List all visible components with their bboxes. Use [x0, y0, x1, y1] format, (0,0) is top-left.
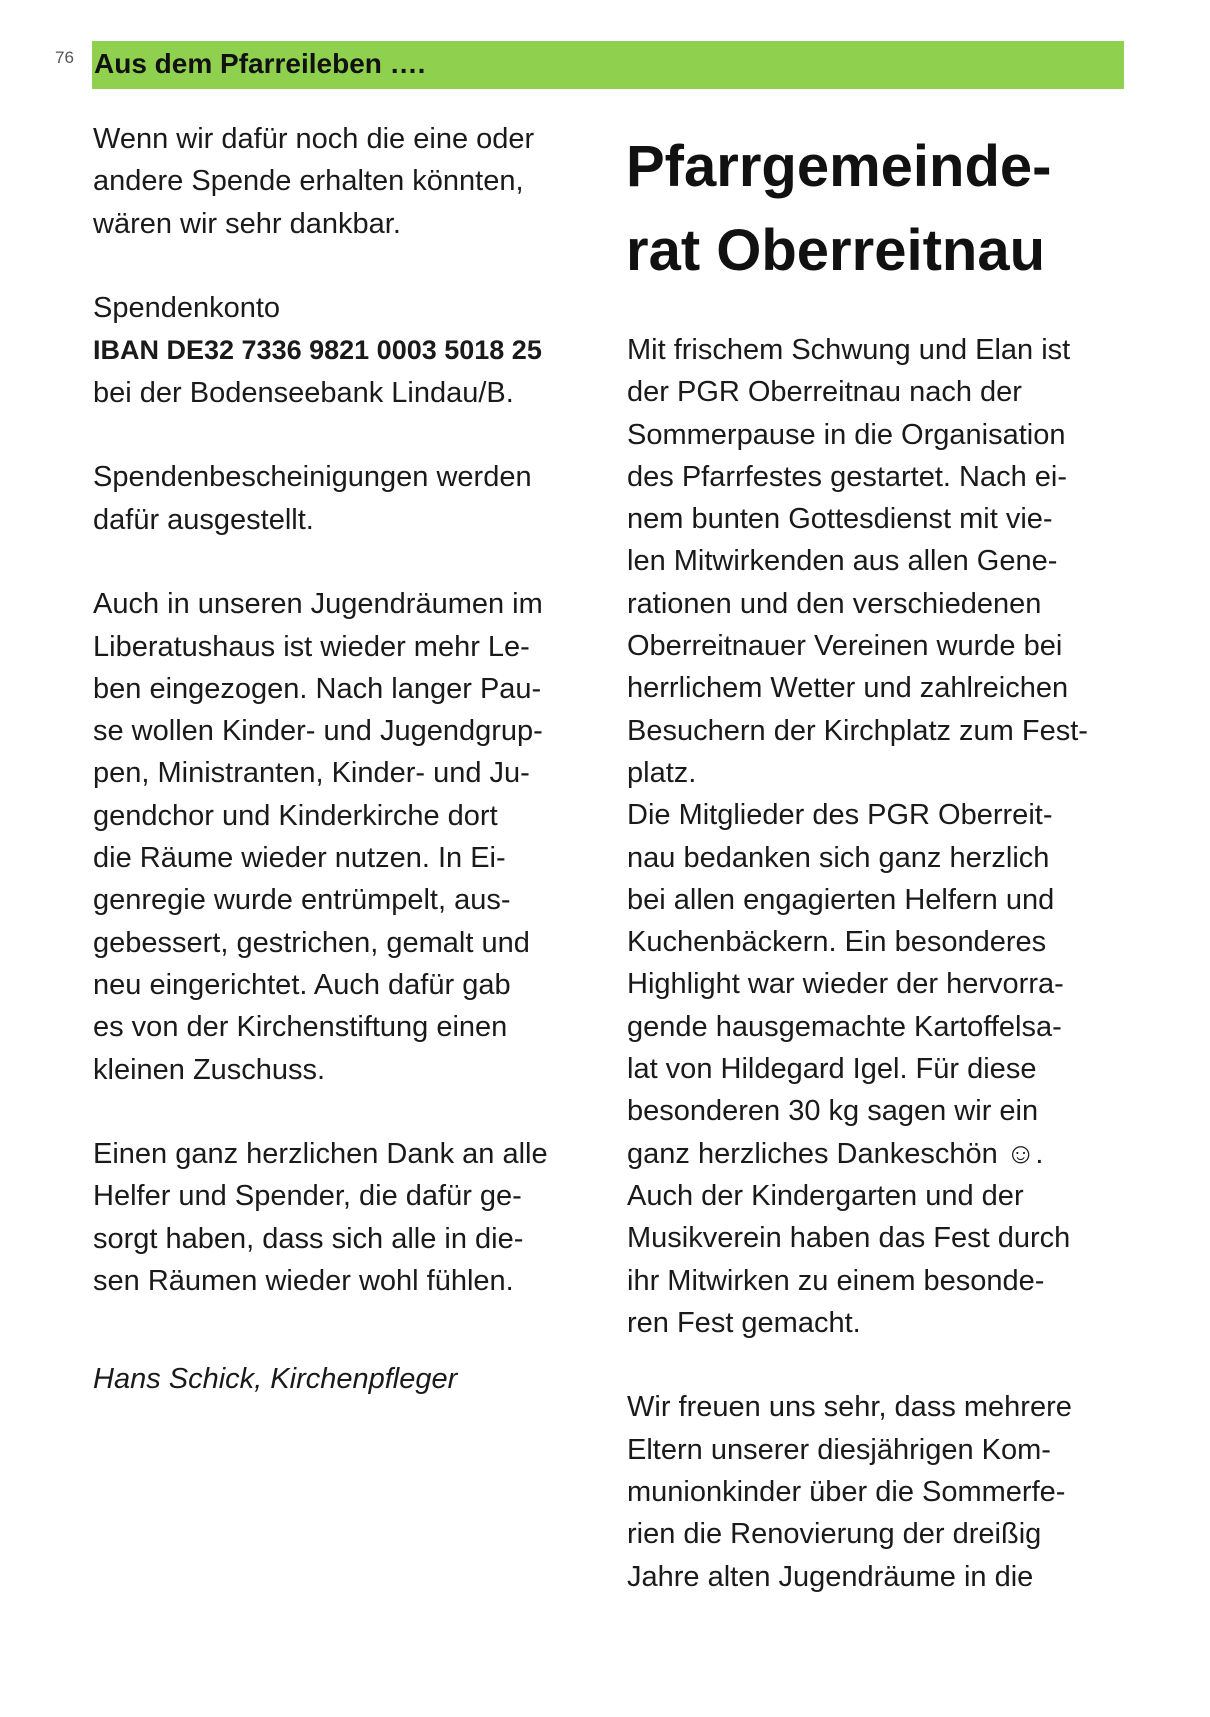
author-signature: Hans Schick, Kirchenpfleger: [93, 1363, 458, 1396]
iban-text: IBAN DE32 7336 9821 0003 5018 25: [93, 335, 542, 366]
account-label: Spendenkonto: [93, 292, 281, 325]
donation-request-paragraph: Wenn wir dafür noch die eine oder andere Spende erhalten könnten, wären wir sehr dankbar.: [93, 123, 535, 240]
left-column: [93, 118, 598, 1401]
page-number: 76: [55, 48, 74, 67]
renovation-paragraph: Wir freuen uns sehr, dass mehrere Eltern unserer diesjährigen Kom- munionkinder über die Sommerfe- rien die Renovierung der dreißig Jahre alten Jugendräume in die: [627, 1391, 1072, 1593]
section-header-title: Aus dem Pfarreileben ….: [94, 48, 426, 79]
right-column: [627, 329, 1127, 1598]
parish-festival-paragraph: Mit frischem Schwung und Elan ist der PGR Oberreitnau nach der Sommerpause in die Organisation des Pfarrfestes gestartet. Nach ei- nem bunten Gottesdienst mit vie- len Mitwirkenden aus allen Gene- rationen und den verschiedenen Oberreitnauer Vereinen wurde bei herrlichem Wetter und zahlreichen Besuchern der Kirchplatz zum Fest- platz. Die Mitglieder des PGR Oberreit- nau bedanken sich ganz herzlich bei allen engagierten Helfern und Kuchenbäckern. Ein besonderes Highlight war wieder der hervorra- gende hausgemachte Kartoffelsa- lat von Hildegard Igel. Für diese besonderen 30 kg sagen wir ein ganz herzliches Dankeschön ☺. Auch der Kindergarten und der Musikverein haben das Fest durch ihr Mitwirken zu einem besonde- ren Fest gemacht.: [627, 334, 1088, 1339]
youth-rooms-paragraph: Auch in unseren Jugendräumen im Liberatushaus ist wieder mehr Le- ben eingezogen. Nach langer Pau- se wollen Kinder- und Jugendgrup- pen, Ministranten, Kinder- und Ju- gendchor und Kinderkirche dort die Räume wieder nutzen. In Ei- genregie wurde entrümpelt, aus- gebessert, gestrichen, gemalt und neu eingerichtet. Auch dafür gab es von der Kirchenstiftung einen kleinen Zuschuss.: [93, 588, 543, 1086]
bank-name: bei der Bodenseebank Lindau/B.: [93, 376, 514, 409]
article-title: Pfarrgemeinde- rat Oberreitnau: [626, 134, 1052, 283]
receipts-paragraph: Spendenbescheinigungen werden dafür ausgestellt.: [93, 461, 532, 536]
thanks-paragraph: Einen ganz herzlichen Dank an alle Helfer und Spender, die dafür ge- sorgt haben, dass sich alle in die- sen Räumen wieder wohl fühlen.: [93, 1138, 548, 1298]
